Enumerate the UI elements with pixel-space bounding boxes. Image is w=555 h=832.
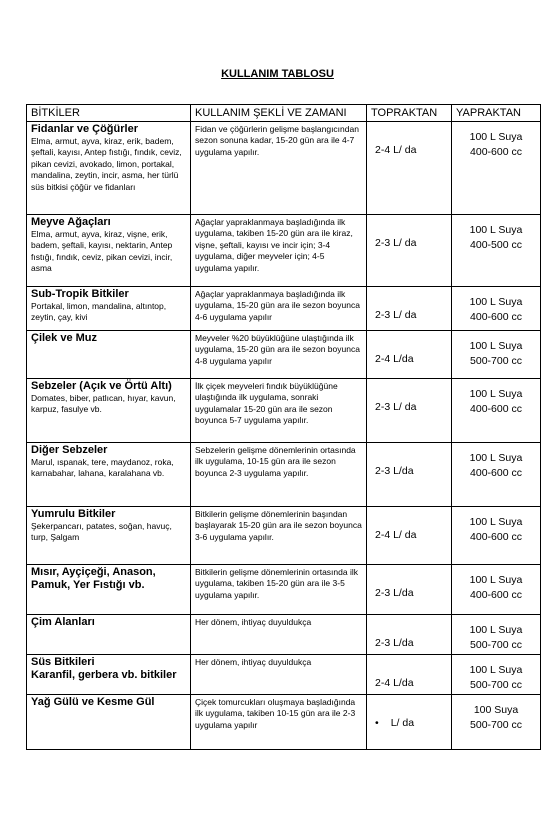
foliar-dose-cell [452,122,541,215]
foliar-dose-line: 100 L Suya [469,624,523,636]
soil-dose: 2-3 L/da [375,587,414,599]
foliar-dose-line: 500-700 cc [470,355,522,367]
foliar-dose-line: 500-700 cc [470,679,522,691]
usage-cell: Meyveler %20 büyüklüğüne ulaştığında ilk uygulama, 15-20 gün ara ile sezon boyunca 4-8 uygulama yapılır [191,331,367,379]
foliar-dose-line: 400-600 cc [470,467,522,479]
plant-name: Yumrulu Bitkiler [31,508,116,520]
plant-name: Diğer Sebzeler [31,444,108,456]
plant-cell [27,287,191,331]
foliar-dose-line: 100 Suya [473,704,519,716]
soil-dose-cell [367,443,452,507]
plant-cell [27,379,191,443]
table-row [27,331,541,379]
foliar-dose-cell [452,655,541,695]
plant-description: Portakal, limon, mandalina, altıntop, zeytin, çay, kivi [31,301,167,323]
soil-dose: 2-3 L/da [375,637,414,649]
foliar-dose-cell [452,565,541,615]
soil-dose: 2-4 L/ da [375,144,417,156]
soil-dose: 2-4 L/ da [375,529,417,541]
foliar-dose-line: 100 L Suya [469,224,523,236]
usage-cell: Her dönem, ihtiyaç duyuldukça [191,655,367,695]
foliar-dose-cell [452,287,541,331]
usage-table [26,104,541,750]
foliar-dose-cell [452,443,541,507]
plant-description: Şekerpancarı, patates, soğan, havuç, turp, Şalgam [31,521,172,543]
soil-dose-cell [367,215,452,287]
plant-name: Çim Alanları [31,616,95,628]
page-title [0,68,555,80]
usage-cell: Bitkilerin gelişme dönemlerinin ortasında ilk uygulama, takiben 15-20 gün ara ile 3-5 uygulama yapılır. [191,565,367,615]
soil-dose-cell [367,507,452,565]
plant-description: Marul, ıspanak, tere, maydanoz, roka, karnabahar, lahana, karalahana vb. [31,457,174,479]
plant-name: Pamuk, Yer Fıstığı vb. [31,579,145,591]
foliar-dose-line: 100 L Suya [469,664,523,676]
plant-cell [27,615,191,655]
foliar-dose-cell [452,331,541,379]
foliar-dose-line: 500-700 cc [470,719,522,731]
usage-cell: Ağaçlar yapraklanmaya başladığında ilk uygulama, takiben 15-20 gün ara ile kiraz, vişne, şeftali, kayısı ve incir için; 3-4 uygulama, diğer meyveler için; 4-5 uygulama yapılır. [191,215,367,287]
plant-name: Sub-Tropik Bitkiler [31,288,129,300]
foliar-dose-line: 400-600 cc [470,589,522,601]
column-header-plants: BİTKİLER [27,105,191,122]
foliar-dose-line: 500-700 cc [470,639,522,651]
table-row [27,655,541,695]
soil-dose: 2-4 L/da [375,677,414,689]
usage-cell: Fidan ve çöğürlerin gelişme başlangıcından sezon sonuna kadar, 15-20 gün ara ile 4-7 uygulama yapılır. [191,122,367,215]
foliar-dose-line: 400-600 cc [470,531,522,543]
plant-name: Meyve Ağaçları [31,216,111,228]
plant-cell [27,695,191,750]
foliar-dose-line: 100 L Suya [469,131,523,143]
plant-cell [27,443,191,507]
table-row [27,615,541,655]
table-row [27,287,541,331]
table-row [27,379,541,443]
soil-dose-cell [367,615,452,655]
table-row [27,443,541,507]
plant-name: Yağ Gülü ve Kesme Gül [31,696,155,708]
foliar-dose-line: 100 L Suya [469,452,523,464]
soil-dose: 2-3 L/ da [375,309,417,321]
foliar-dose-line: 400-600 cc [470,311,522,323]
foliar-dose-line: 100 L Suya [469,340,523,352]
soil-dose-cell [367,331,452,379]
table-row [27,565,541,615]
foliar-dose-cell [452,695,541,750]
plant-cell [27,122,191,215]
plant-description: Elma, armut, ayva, kiraz, vişne, erik, badem, şeftali, kayısı, nektarin, Antep fıstığı, fındık, ceviz, pikan cevizi, incir, asma [31,229,173,274]
table-header-row [27,105,541,122]
usage-cell: Bitkilerin gelişme dönemlerinin başından başlayarak 15-20 gün ara ile sezon boyunca 3-6 uygulama yapılır. [191,507,367,565]
plant-name: Mısır, Ayçiçeği, Anason, [31,566,156,578]
soil-dose-cell [367,565,452,615]
plant-name: Karanfil, gerbera vb. bitkiler [31,669,177,681]
soil-dose-cell [367,122,452,215]
plant-name: Sebzeler (Açık ve Örtü Altı) [31,380,172,392]
foliar-dose-line: 100 L Suya [469,574,523,586]
usage-cell: Her dönem, ihtiyaç duyuldukça [191,615,367,655]
column-header-foliar: YAPRAKTAN [452,105,541,122]
usage-cell: Sebzelerin gelişme dönemlerinin ortasında ilk uygulama, 10-15 gün ara ile sezon boyunca 2-3 uygulama yapılır. [191,443,367,507]
foliar-dose-cell [452,379,541,443]
table-row [27,695,541,750]
foliar-dose-cell [452,615,541,655]
usage-cell: İlk çiçek meyveleri fındık büyüklüğüne ulaştığında ilk uygulama, sonraki uygulamalar 15-20 gün ara ile sezon boyunca 5-7 uygulama yapılır. [191,379,367,443]
soil-dose: 2-3 L/ da [375,237,417,249]
plant-cell [27,215,191,287]
foliar-dose-line: 100 L Suya [469,388,523,400]
soil-dose-cell [367,287,452,331]
plant-name: Çilek ve Muz [31,332,98,344]
foliar-dose-line: 400-600 cc [470,146,522,158]
soil-dose: 2-3 L/ da [375,401,417,413]
column-header-usage: KULLANIM ŞEKLİ VE ZAMANI [191,105,367,122]
foliar-dose-line: 100 L Suya [469,296,523,308]
plant-cell [27,331,191,379]
soil-dose-cell [367,695,452,750]
plant-cell [27,507,191,565]
usage-cell: Ağaçlar yapraklanmaya başladığında ilk uygulama, 15-20 gün ara ile sezon boyunca 4-6 uygulama yapılır [191,287,367,331]
table-row [27,122,541,215]
plant-description: Domates, biber, patlıcan, hıyar, kavun, karpuz, fasulye vb. [31,393,176,415]
foliar-dose-line: 400-500 cc [470,239,522,251]
table-row [27,215,541,287]
plant-cell [27,565,191,615]
foliar-dose-cell [452,507,541,565]
soil-dose: 2-3 L/da [375,465,414,477]
table-row [27,507,541,565]
plant-cell [27,655,191,695]
soil-dose-cell [367,379,452,443]
usage-cell: Çiçek tomurcukları oluşmaya başladığında ilk uygulama, takiben 10-15 gün ara ile 2-3 uygulama yapılır [191,695,367,750]
bullet-icon: • [375,717,379,729]
soil-dose: L/ da [390,717,415,729]
soil-dose-cell [367,655,452,695]
plant-name: Fidanlar ve Çöğürler [31,123,138,135]
soil-dose: 2-4 L/da [375,353,414,365]
foliar-dose-line: 100 L Suya [469,516,523,528]
column-header-soil: TOPRAKTAN [367,105,452,122]
plant-name: Süs Bitkileri [31,656,95,668]
foliar-dose-cell [452,215,541,287]
plant-description: Elma, armut, ayva, kiraz, erik, badem, şeftali, kayısı, Antep fıstığı, fındık, ceviz, pikan cevizi, avokado, limon, portakal, mandalina, zeytin, incir, asma, her türlü süs bitkisi çöğür ve fidanları [31,136,182,192]
table-body [27,122,541,750]
foliar-dose-line: 400-600 cc [470,403,522,415]
page-title-text: KULLANIM TABLOSU [221,68,334,80]
